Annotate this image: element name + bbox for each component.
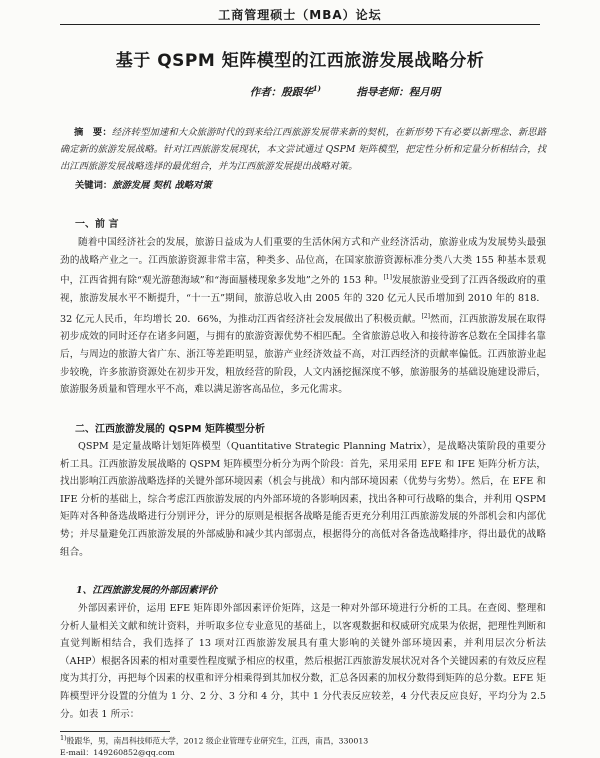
keywords-label: 关键词： [75,180,113,191]
s1-text-b: 发展旅游业受到了江西各级政府的重视，旅游发展水平不断提升，“十一五”期间，旅游总收入由 2005 年的 320 亿元人民币增加到 2010 年的 818．32 亿元人民币，年均增长 20．66%，为推动江西省经济社会发展做出了积极贡献。 [60,275,547,325]
keywords-text: 旅游发展 契机 战略对策 [112,180,212,191]
subsection-1-heading: 1、江西旅游发展的外部因素评价 [76,585,217,596]
keywords [75,177,545,191]
footnote-marker: 1) [60,734,67,742]
paper-title: 基于 QSPM 矩阵模型的江西旅游发展战略分析 [115,51,485,71]
byline [150,84,540,100]
footnote-line-1 [60,733,560,747]
section-1-heading: 一、前 言 [75,219,119,230]
abstract-label: 摘 要： [74,127,112,138]
footnote [60,733,560,758]
abstract-text: 经济转型加速和大众旅游时代的到来给江西旅游发展带来新的契机，在新形势下有必要以新理念、新思路确定新的旅游发展战略。针对江西旅游发展现状，本文尝试通过 QSPM 矩阵模型，把定性分析和定量分析相结合，找出江西旅游发展战略选择的最优组合，并为江西旅游发展提出战略对策。 [60,127,546,172]
footnote-author-info: 殷跟华，男，南昌科技师范大学，2012 级企业管理专业研究生，江西，南昌，330013 [66,736,369,746]
citation-1: [1] [383,274,392,282]
s1-text-a: 随着中国经济社会的发展，旅游日益成为人们重要的生活休闲方式和产业经济活动，旅游业成为发展势头最强劲的战略产业之一。江西旅游资源非常丰富，种类多、品位高，在国家旅游资源标准分类八大类 155 种基本景观中，江西省拥有除“观光游憩海域”和“海面蜃楼现象多发地”之外的 153 种。 [60,237,546,287]
section-2-paragraph-1: QSPM 是定量战略计划矩阵模型（Quantitative Strategic Planning Matrix），是战略决策阶段的重要分析工具。江西旅游发展战略的 QSPM 矩阵模型分析分为两个阶段：首先，采用采用 EFE 和 IFE 矩阵分析方法，找出影响江西旅游战略选择的关键外部环境因素（机会与挑战）和内部环境因素（优势与劣势）。然后，在 EFE 和 IFE 分析的基础上，综合考虑江西旅游发展的内外部环境的各影响因素，找出各种可行战略的集合，并利用 QSPM 矩阵对各种备选战略进行分别评分，评分的原则是根据各战略是能否更充分利用江西旅游发展的外部机会和内部优势；并尽量避免江西旅游发展的外部威胁和减少其内部弱点，根据得分的高低对各备选战略排序，得出最优的战略组合。 [60,441,546,558]
citation-2: [2] [421,312,430,320]
running-header: 工商管理硕士（MBA）论坛 [218,8,382,22]
author-label: 作者： [249,86,282,99]
header-rule [60,24,540,25]
advisor-name: 程月明 [408,86,441,99]
section-2-heading: 二、江西旅游发展的 QSPM 矩阵模型分析 [75,424,265,435]
footnote-rule [60,731,170,732]
section-2-paragraph-2: 外部因素评价，运用 EFE 矩阵即外部因素评价矩阵，这是一种对外部环境进行分析的工具。在查阅、整理和分析人量相关文献和统计资料，并听取多位专业意见的基础上，以客观数据和权威研究成果为依据，把理性判断和直觉判断相结合，我们选择了 13 项对江西旅游发展具有重大影响的关键外部环境因素，并利用层次分析法（AHP）根据各因素的相对重要性程度赋予相应的权重，然后根据江西旅游发展状况对各个关键因素的有效反应程度为其打分，再把每个因素的权重和评分相乘得到其加权分数，汇总各因素的加权分数得到矩阵的总分数。EFE 矩阵模型评分设置的分值为 1 分、2 分、3 分和 4 分，其中 1 分代表反应较差，4 分代表反应良好，平均分为 2.5 分。如表 1 所示： [60,603,546,720]
abstract [60,124,546,175]
advisor-label: 指导老师： [356,86,409,99]
author-footnote-marker: 1) [312,84,321,93]
footnote-line-2: E-mail：149260852@qq.com [60,747,175,757]
author-name: 殷跟华 [281,86,313,99]
s1-text-c: 然而，江西旅游发展在取得初步成效的同时还存在诸多问题，与拥有的旅游资源优势不相匹配。全省旅游总收入和接待游客总数在全国排名靠后，与周边的旅游大省广东、浙江等差距明显，旅游产业经济效益不高，对江西经济的贡献率偏低。江西旅游业起步较晚，许多旅游资源处在初步开发，粗放经营的阶段，人文内涵挖掘深度不够，旅游服务的基础设施建设滞后，旅游服务质量和管理水平不高，难以满足游客高品位，多元化需求。 [60,313,547,396]
section-1-paragraph [60,234,546,399]
